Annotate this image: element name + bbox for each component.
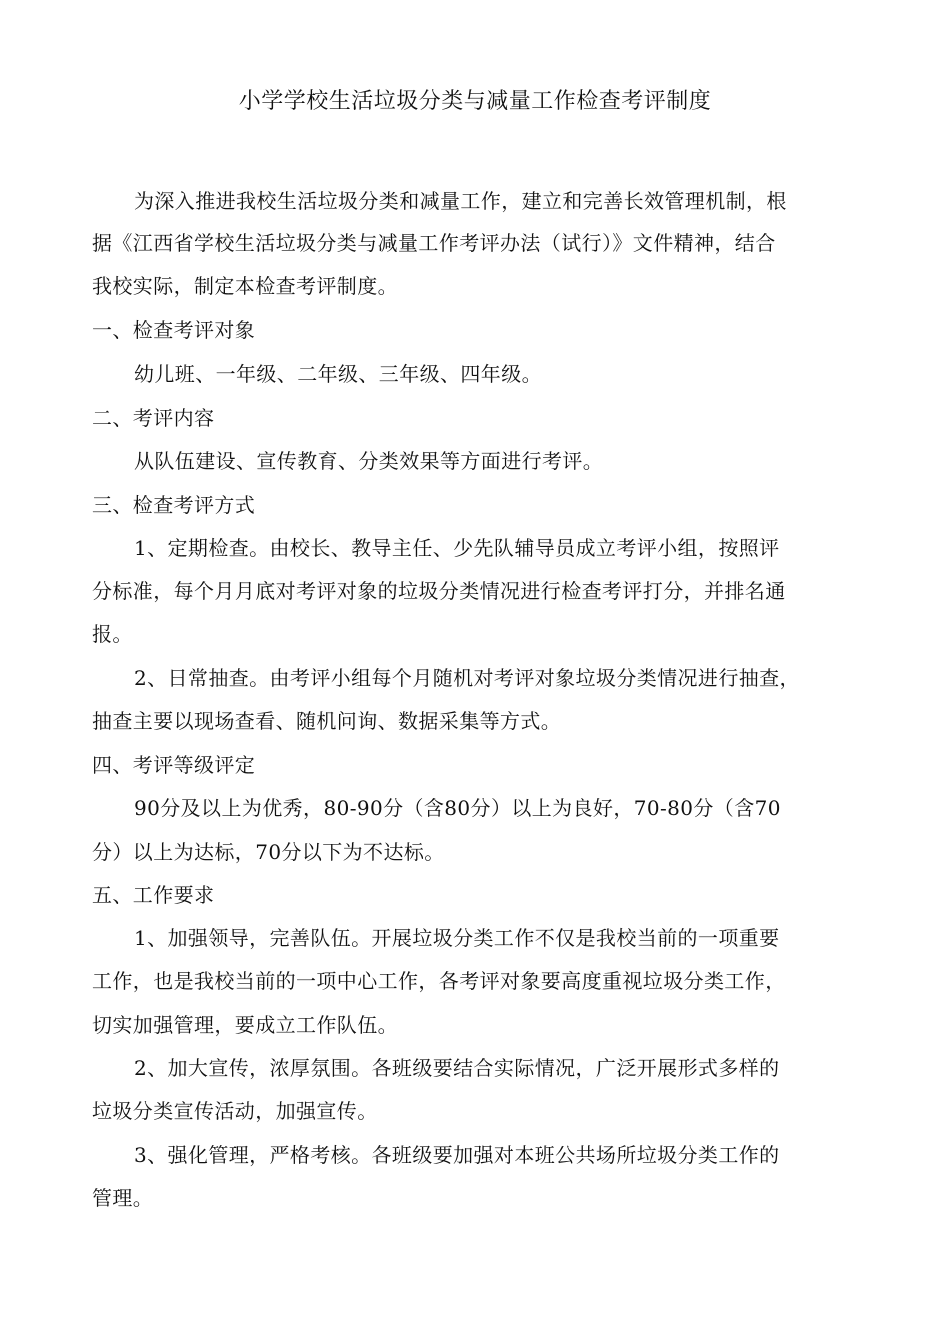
section-heading: 一、检查考评对象 [92,318,256,342]
section-body: 从队伍建设、宣传教育、分类效果等方面进行考评。 [134,449,604,473]
section-heading: 二、考评内容 [92,406,215,430]
paragraph-line: 90分及以上为优秀，80-90分（含80分）以上为良好，70-80分（含70 [134,796,781,820]
paragraph-line: 垃圾分类宣传活动，加强宣传。 [92,1099,378,1123]
intro-line: 我校实际，制定本检查考评制度。 [92,274,398,298]
document-title: 小学学校生活垃圾分类与减量工作检查考评制度 [238,89,712,114]
section-body: 幼儿班、一年级、二年级、三年级、四年级。 [134,362,542,386]
paragraph-line: 工作，也是我校当前的一项中心工作，各考评对象要高度重视垃圾分类工作， [92,969,786,993]
paragraph-line: 抽查主要以现场查看、随机问询、数据采集等方式。 [92,709,562,733]
intro-line: 为深入推进我校生活垃圾分类和减量工作，建立和完善长效管理机制，根 [134,189,787,213]
paragraph-line: 切实加强管理，要成立工作队伍。 [92,1013,398,1037]
paragraph-line: 2、加大宣传，浓厚氛围。各班级要结合实际情况，广泛开展形式多样的 [134,1056,780,1080]
paragraph-line: 1、定期检查。由校长、教导主任、少先队辅导员成立考评小组，按照评 [134,536,780,560]
intro-line: 据《江西省学校生活垃圾分类与减量工作考评办法（试行）》文件精神，结合 [92,231,776,255]
section-heading: 四、考评等级评定 [92,753,256,777]
paragraph-line: 2、日常抽查。由考评小组每个月随机对考评对象垃圾分类情况进行抽查， [134,666,800,690]
paragraph-line: 1、加强领导，完善队伍。开展垃圾分类工作不仅是我校当前的一项重要 [134,926,780,950]
paragraph-line: 分）以上为达标，70分以下为不达标。 [92,840,445,864]
section-heading: 五、工作要求 [92,883,215,907]
paragraph-line: 分标准，每个月月底对考评对象的垃圾分类情况进行检查考评打分，并排名通 [92,579,786,603]
paragraph-line: 3、强化管理，严格考核。各班级要加强对本班公共场所垃圾分类工作的 [134,1143,780,1167]
section-heading: 三、检查考评方式 [92,493,256,517]
paragraph-line: 管理。 [92,1186,154,1210]
paragraph-line: 报。 [92,622,133,646]
